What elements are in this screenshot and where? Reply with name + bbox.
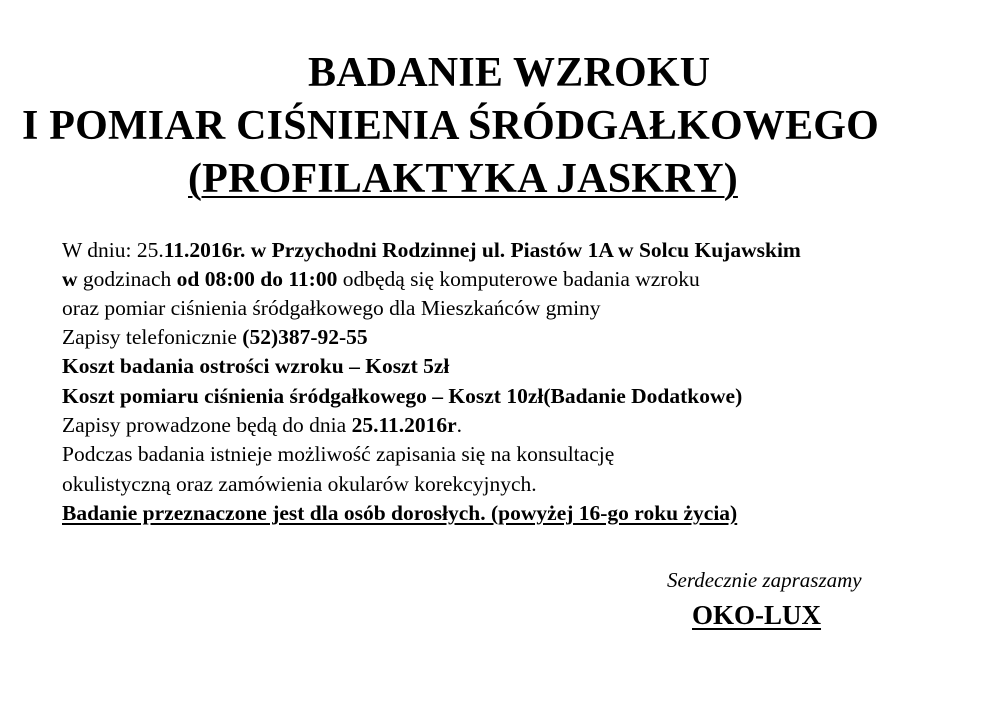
title-line-2: I POMIAR CIŚNIENIA ŚRÓDGAŁKOWEGO bbox=[22, 103, 880, 149]
signature-name: OKO-LUX bbox=[692, 600, 822, 630]
date-location-text: 11.2016r. w Przychodni Rodzinnej ul. Piastów 1A w Solcu Kujawskim bbox=[163, 238, 801, 262]
phone-label: Zapisy telefonicznie bbox=[62, 325, 243, 349]
body-line-registration-deadline bbox=[62, 415, 462, 437]
hours-prefix: godzinach bbox=[77, 267, 177, 291]
phone-number: (52)387-92-55 bbox=[242, 325, 368, 349]
deadline-label: Zapisy prowadzone będą do dnia bbox=[62, 413, 352, 437]
body-line-adults-only: Badanie przeznaczone jest dla osób dorosłych. (powyżej 16-go roku życia) bbox=[62, 501, 738, 525]
body-line-consultation: Podczas badania istnieje możliwość zapisania się na konsultację bbox=[62, 442, 615, 466]
hours-suffix: odbędą się komputerowe badania wzroku bbox=[337, 267, 700, 291]
body-line-pressure: oraz pomiar ciśnienia śródgałkowego dla Mieszkańców gminy bbox=[62, 296, 601, 320]
date-prefix: W dniu: 25. bbox=[62, 238, 164, 262]
body-line-date-location bbox=[62, 240, 801, 262]
deadline-date: 25.11.2016r bbox=[351, 413, 457, 437]
title-line-1: BADANIE WZROKU bbox=[308, 50, 711, 96]
body-line-hours bbox=[62, 269, 700, 291]
body-line-phone bbox=[62, 327, 368, 349]
title-line-3: (PROFILAKTYKA JASKRY) bbox=[188, 156, 738, 202]
body-line-cost-acuity: Koszt badania ostrości wzroku – Koszt 5zł bbox=[62, 354, 450, 378]
body-line-cost-pressure: Koszt pomiaru ciśnienia śródgałkowego – Koszt 10zł(Badanie Dodatkowe) bbox=[62, 384, 743, 408]
body-line-glasses: okulistyczną oraz zamówienia okularów korekcyjnych. bbox=[62, 472, 537, 496]
hours-time: od 08:00 do 11:00 bbox=[176, 267, 338, 291]
deadline-period: . bbox=[456, 413, 463, 437]
hours-w: w bbox=[62, 267, 78, 291]
signature-greeting: Serdecznie zapraszamy bbox=[667, 568, 862, 592]
